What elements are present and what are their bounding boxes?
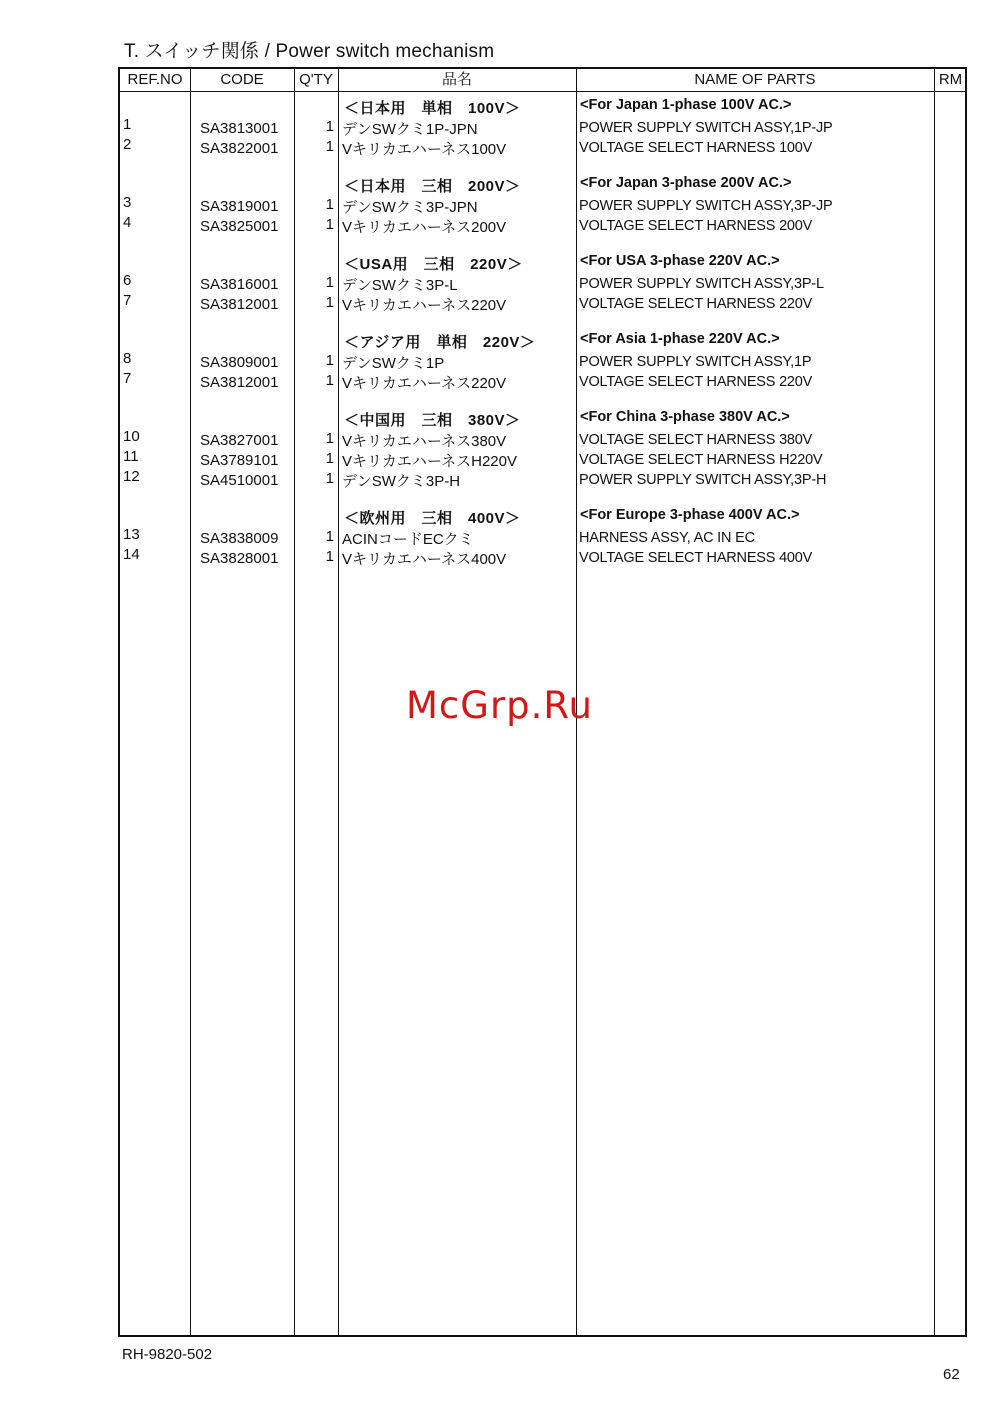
quantity: 1 bbox=[325, 372, 334, 389]
quantity: 1 bbox=[325, 450, 334, 467]
part-name-en: VOLTAGE SELECT HARNESS 100V bbox=[579, 140, 813, 156]
part-code: SA3827001 bbox=[200, 432, 279, 449]
header-qty: Q'TY bbox=[299, 71, 333, 88]
part-name-en: POWER SUPPLY SWITCH ASSY,3P-JP bbox=[579, 198, 833, 214]
part-code: SA3789101 bbox=[200, 452, 279, 469]
part-name-en: VOLTAGE SELECT HARNESS H220V bbox=[579, 452, 823, 468]
column-divider bbox=[294, 69, 295, 1335]
document-code: RH-9820-502 bbox=[122, 1346, 213, 1363]
ref-no: 11 bbox=[123, 448, 139, 465]
table-row bbox=[120, 216, 965, 236]
part-name-en: HARNESS ASSY, AC IN EC bbox=[579, 530, 755, 546]
group-title-jp: ＜アジア用 単相 220V＞ bbox=[344, 334, 536, 351]
part-name-jp: VキリカエハーネスH220V bbox=[342, 453, 517, 470]
part-code: SA3838009 bbox=[200, 530, 279, 547]
quantity: 1 bbox=[325, 528, 334, 545]
header-rm: RM bbox=[938, 71, 963, 88]
group-title-en: <For Japan 3-phase 200V AC.> bbox=[580, 175, 792, 191]
part-code: SA4510001 bbox=[200, 472, 279, 489]
group-title-jp: ＜欧州用 三相 400V＞ bbox=[344, 510, 521, 527]
quantity: 1 bbox=[325, 274, 334, 291]
part-name-jp: ACINコードECクミ bbox=[342, 531, 474, 548]
group-title-jp: ＜日本用 三相 200V＞ bbox=[344, 178, 521, 195]
ref-no: 7 bbox=[123, 370, 132, 387]
part-name-jp: デンSWクミ3P-H bbox=[342, 473, 461, 490]
part-name-en: POWER SUPPLY SWITCH ASSY,1P-JP bbox=[579, 120, 833, 136]
part-name-en: POWER SUPPLY SWITCH ASSY,1P bbox=[579, 354, 812, 370]
ref-no: 12 bbox=[123, 468, 140, 485]
quantity: 1 bbox=[325, 548, 334, 565]
part-code: SA3812001 bbox=[200, 296, 279, 313]
ref-no: 13 bbox=[123, 526, 140, 543]
quantity: 1 bbox=[325, 138, 334, 155]
table-header bbox=[120, 69, 965, 92]
part-name-jp: Vキリカエハーネス400V bbox=[342, 551, 507, 568]
part-name-jp: デンSWクミ3P-JPN bbox=[342, 199, 478, 216]
part-name-jp: Vキリカエハーネス200V bbox=[342, 219, 507, 236]
ref-no: 8 bbox=[123, 350, 132, 367]
part-name-en: POWER SUPPLY SWITCH ASSY,3P-H bbox=[579, 472, 827, 488]
part-name-jp: Vキリカエハーネス220V bbox=[342, 297, 507, 314]
group-title-en: <For China 3-phase 380V AC.> bbox=[580, 409, 790, 425]
part-code: SA3819001 bbox=[200, 198, 279, 215]
part-code: SA3828001 bbox=[200, 550, 279, 567]
part-name-en: VOLTAGE SELECT HARNESS 220V bbox=[579, 296, 813, 312]
part-name-jp: デンSWクミ1P-JPN bbox=[342, 121, 478, 138]
part-name-jp: Vキリカエハーネス380V bbox=[342, 433, 507, 450]
table-row bbox=[120, 450, 965, 470]
header-ref: REF.NO bbox=[127, 71, 183, 88]
table-row bbox=[120, 548, 965, 568]
part-name-jp: デンSWクミ3P-L bbox=[342, 277, 458, 294]
part-name-jp: デンSWクミ1P bbox=[342, 355, 445, 372]
part-code: SA3812001 bbox=[200, 374, 279, 391]
page-number: 62 bbox=[943, 1366, 960, 1383]
header-name-jp: 品名 bbox=[441, 71, 472, 88]
ref-no: 6 bbox=[123, 272, 132, 289]
group-title-jp: ＜中国用 三相 380V＞ bbox=[344, 412, 521, 429]
header-code: CODE bbox=[220, 71, 264, 88]
table-row bbox=[120, 118, 965, 138]
part-name-en: VOLTAGE SELECT HARNESS 200V bbox=[579, 218, 813, 234]
ref-no: 3 bbox=[123, 194, 132, 211]
table-row bbox=[120, 470, 965, 490]
table-row bbox=[120, 372, 965, 392]
part-code: SA3816001 bbox=[200, 276, 279, 293]
quantity: 1 bbox=[325, 352, 334, 369]
table-row bbox=[120, 528, 965, 548]
ref-no: 14 bbox=[123, 546, 140, 563]
group-title-en: <For Asia 1-phase 220V AC.> bbox=[580, 331, 780, 347]
page-title: T. スイッチ関係 / Power switch mechanism bbox=[124, 41, 495, 62]
table-row bbox=[120, 352, 965, 372]
group-title-jp: ＜USA用 三相 220V＞ bbox=[344, 256, 523, 273]
part-code: SA3822001 bbox=[200, 140, 279, 157]
watermark-text: McGrp.Ru bbox=[406, 684, 593, 727]
part-code: SA3813001 bbox=[200, 120, 279, 137]
quantity: 1 bbox=[325, 196, 334, 213]
ref-no: 1 bbox=[123, 116, 132, 133]
ref-no: 10 bbox=[123, 428, 140, 445]
ref-no: 7 bbox=[123, 292, 132, 309]
part-name-en: VOLTAGE SELECT HARNESS 220V bbox=[579, 374, 813, 390]
part-name-en: VOLTAGE SELECT HARNESS 400V bbox=[579, 550, 813, 566]
part-name-en: VOLTAGE SELECT HARNESS 380V bbox=[579, 432, 813, 448]
part-name-jp: Vキリカエハーネス220V bbox=[342, 375, 507, 392]
group-title-en: <For Europe 3-phase 400V AC.> bbox=[580, 507, 800, 523]
table-row bbox=[120, 430, 965, 450]
part-code: SA3825001 bbox=[200, 218, 279, 235]
table-row bbox=[120, 274, 965, 294]
part-name-jp: Vキリカエハーネス100V bbox=[342, 141, 507, 158]
group-title-jp: ＜日本用 単相 100V＞ bbox=[344, 100, 521, 117]
part-code: SA3809001 bbox=[200, 354, 279, 371]
column-divider bbox=[190, 69, 191, 1335]
quantity: 1 bbox=[325, 470, 334, 487]
table-row bbox=[120, 196, 965, 216]
group-title-en: <For USA 3-phase 220V AC.> bbox=[580, 253, 780, 269]
column-divider bbox=[934, 69, 935, 1335]
group-title-en: <For Japan 1-phase 100V AC.> bbox=[580, 97, 792, 113]
part-name-en: POWER SUPPLY SWITCH ASSY,3P-L bbox=[579, 276, 824, 292]
quantity: 1 bbox=[325, 118, 334, 135]
table-row bbox=[120, 138, 965, 158]
header-name-en: NAME OF PARTS bbox=[694, 71, 816, 88]
column-divider bbox=[338, 69, 339, 1335]
table-row bbox=[120, 294, 965, 314]
quantity: 1 bbox=[325, 294, 334, 311]
ref-no: 4 bbox=[123, 214, 132, 231]
quantity: 1 bbox=[325, 216, 334, 233]
quantity: 1 bbox=[325, 430, 334, 447]
ref-no: 2 bbox=[123, 136, 132, 153]
